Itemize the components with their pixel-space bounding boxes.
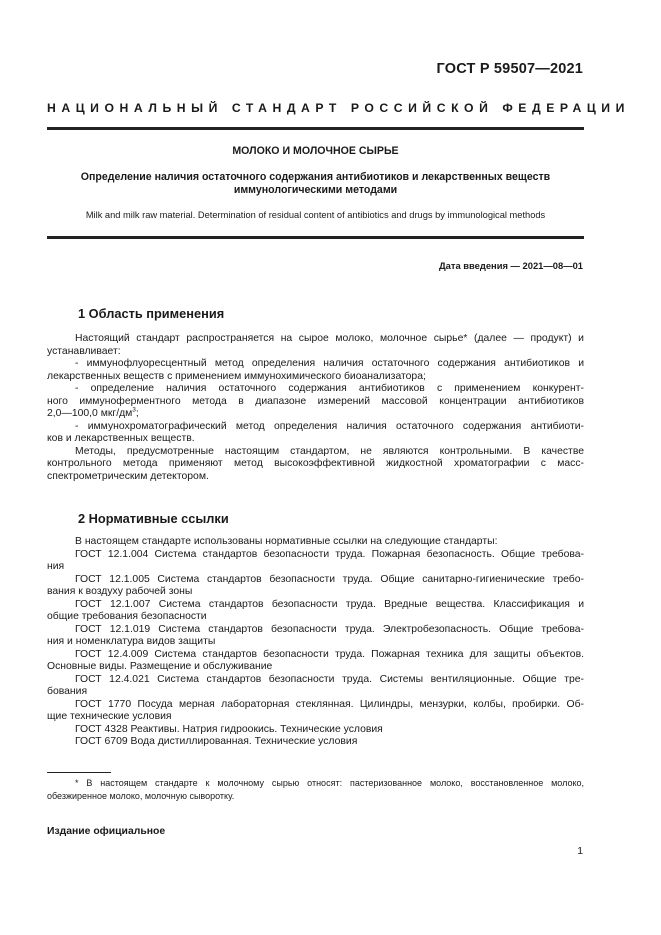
reference-line: ГОСТ 12.1.004 Система стандартов безопасности труда. Пожарная безопасность. Общие требова- (75, 548, 584, 560)
reference-line: ГОСТ 12.1.005 Система стандартов безопасности труда. Общие санитарно-гигиенические требо- (75, 573, 584, 585)
reference-line: ГОСТ 12.4.021 Система стандартов безопасности труда. Системы вентиляционные. Общие тре- (75, 673, 584, 685)
section-1-heading: 1 Область применения (78, 306, 225, 321)
top-divider (47, 127, 584, 130)
superscript-cubic: 3 (132, 406, 136, 414)
official-edition-label: Издание официальное (47, 826, 166, 837)
paragraph-line: Методы, предусмотренные настоящим стандартом, не являются контрольными. В качестве (75, 445, 584, 457)
paragraph-line: устанавливает: (47, 345, 121, 357)
reference-line: ГОСТ 12.4.009 Система стандартов безопасности труда. Пожарная техника для защиты объектов. (75, 648, 584, 660)
reference-line: ГОСТ 4328 Реактивы. Натрия гидроокись. Технические условия (75, 723, 383, 735)
section-2-heading: 2 Нормативные ссылки (78, 511, 229, 526)
reference-line: ГОСТ 1770 Посуда мерная лабораторная стеклянная. Цилиндры, мензурки, колбы, пробирки. Об- (75, 698, 584, 710)
page-number: 1 (577, 846, 583, 857)
title-divider (47, 236, 584, 239)
reference-line: Основные виды. Размещение и обслуживание (47, 661, 273, 672)
paragraph-line: спектрометрическим детектором. (47, 470, 209, 482)
paragraph-line: - иммунофлуоресцентный метод определения наличия остаточного содержания антибиотиков и (75, 358, 584, 369)
reference-line: ГОСТ 12.1.019 Система стандартов безопасности труда. Электробезопасность. Общие требова- (75, 623, 584, 635)
reference-line: ния и номенклатура видов защиты (47, 636, 216, 647)
range-punctuation: ; (135, 408, 139, 419)
reference-line: ГОСТ 12.1.007 Система стандартов безопасности труда. Вредные вещества. Классификация и (75, 598, 584, 610)
english-title: Milk and milk raw material. Determination of residual content of antibiotics and drugs by immunological methods (85, 210, 546, 220)
reference-line: общие требования безопасности (47, 611, 207, 622)
paragraph-line: В настоящем стандарте использованы нормативные ссылки на следующие стандарты: (75, 536, 498, 547)
footnote (47, 777, 584, 803)
paragraph-line: ков и лекарственных веществ. (47, 433, 195, 444)
gost-number: ГОСТ Р 59507—2021 (436, 61, 583, 77)
document-subtitle (47, 171, 584, 197)
paragraph-line: ного иммуноферментного метода в диапазоне измерений массовой концентрации антибиотиков (47, 395, 584, 407)
paragraph-line: - иммунохроматографический метод определения наличия остаточного содержания антибиоти- (75, 420, 584, 432)
section-2-body (47, 536, 584, 749)
paragraph-line (47, 408, 584, 421)
section-1-body (47, 333, 584, 483)
paragraph-line: - определение наличия остаточного содержания антибиотиков с применением конкурент- (75, 383, 584, 394)
paragraph-line: лекарственных веществ с применением иммунохимического биоанализатора; (47, 370, 426, 382)
footnote-line: обезжиренное молоко, молочную сыворотку. (47, 791, 235, 802)
reference-line: ния (47, 561, 65, 572)
reference-line: ГОСТ 6709 Вода дистиллированная. Технические условия (75, 736, 358, 747)
introduction-date: Дата введения — 2021—08—01 (438, 260, 583, 271)
subtitle-line: иммунологическими методами (233, 184, 398, 196)
range-text: 2,0—100,0 мкг/дм (47, 408, 133, 419)
reference-line: бования (47, 686, 88, 697)
subtitle-line: Определение наличия остаточного содержания антибиотиков и лекарственных веществ (80, 171, 551, 183)
footnote-divider (47, 772, 111, 773)
paragraph-line: Настоящий стандарт распространяется на сырое молоко, молочное сырье* (далее — продукт) и (75, 333, 584, 344)
paragraph-line: контрольного метода применяют метод высокоэффективной жидкостной хроматографии с масс- (47, 458, 584, 469)
national-standard-heading: НАЦИОНАЛЬНЫЙ СТАНДАРТ РОССИЙСКОЙ ФЕДЕРАЦИИ (47, 101, 630, 115)
reference-line: вания к воздуху рабочей зоны (47, 586, 193, 597)
reference-line: щие технические условия (47, 711, 172, 722)
document-title: МОЛОКО И МОЛОЧНОЕ СЫРЬЕ (232, 145, 399, 157)
footnote-line: * В настоящем стандарте к молочному сырью относят: пастеризованное молоко, восстановленное молоко, (75, 778, 584, 788)
